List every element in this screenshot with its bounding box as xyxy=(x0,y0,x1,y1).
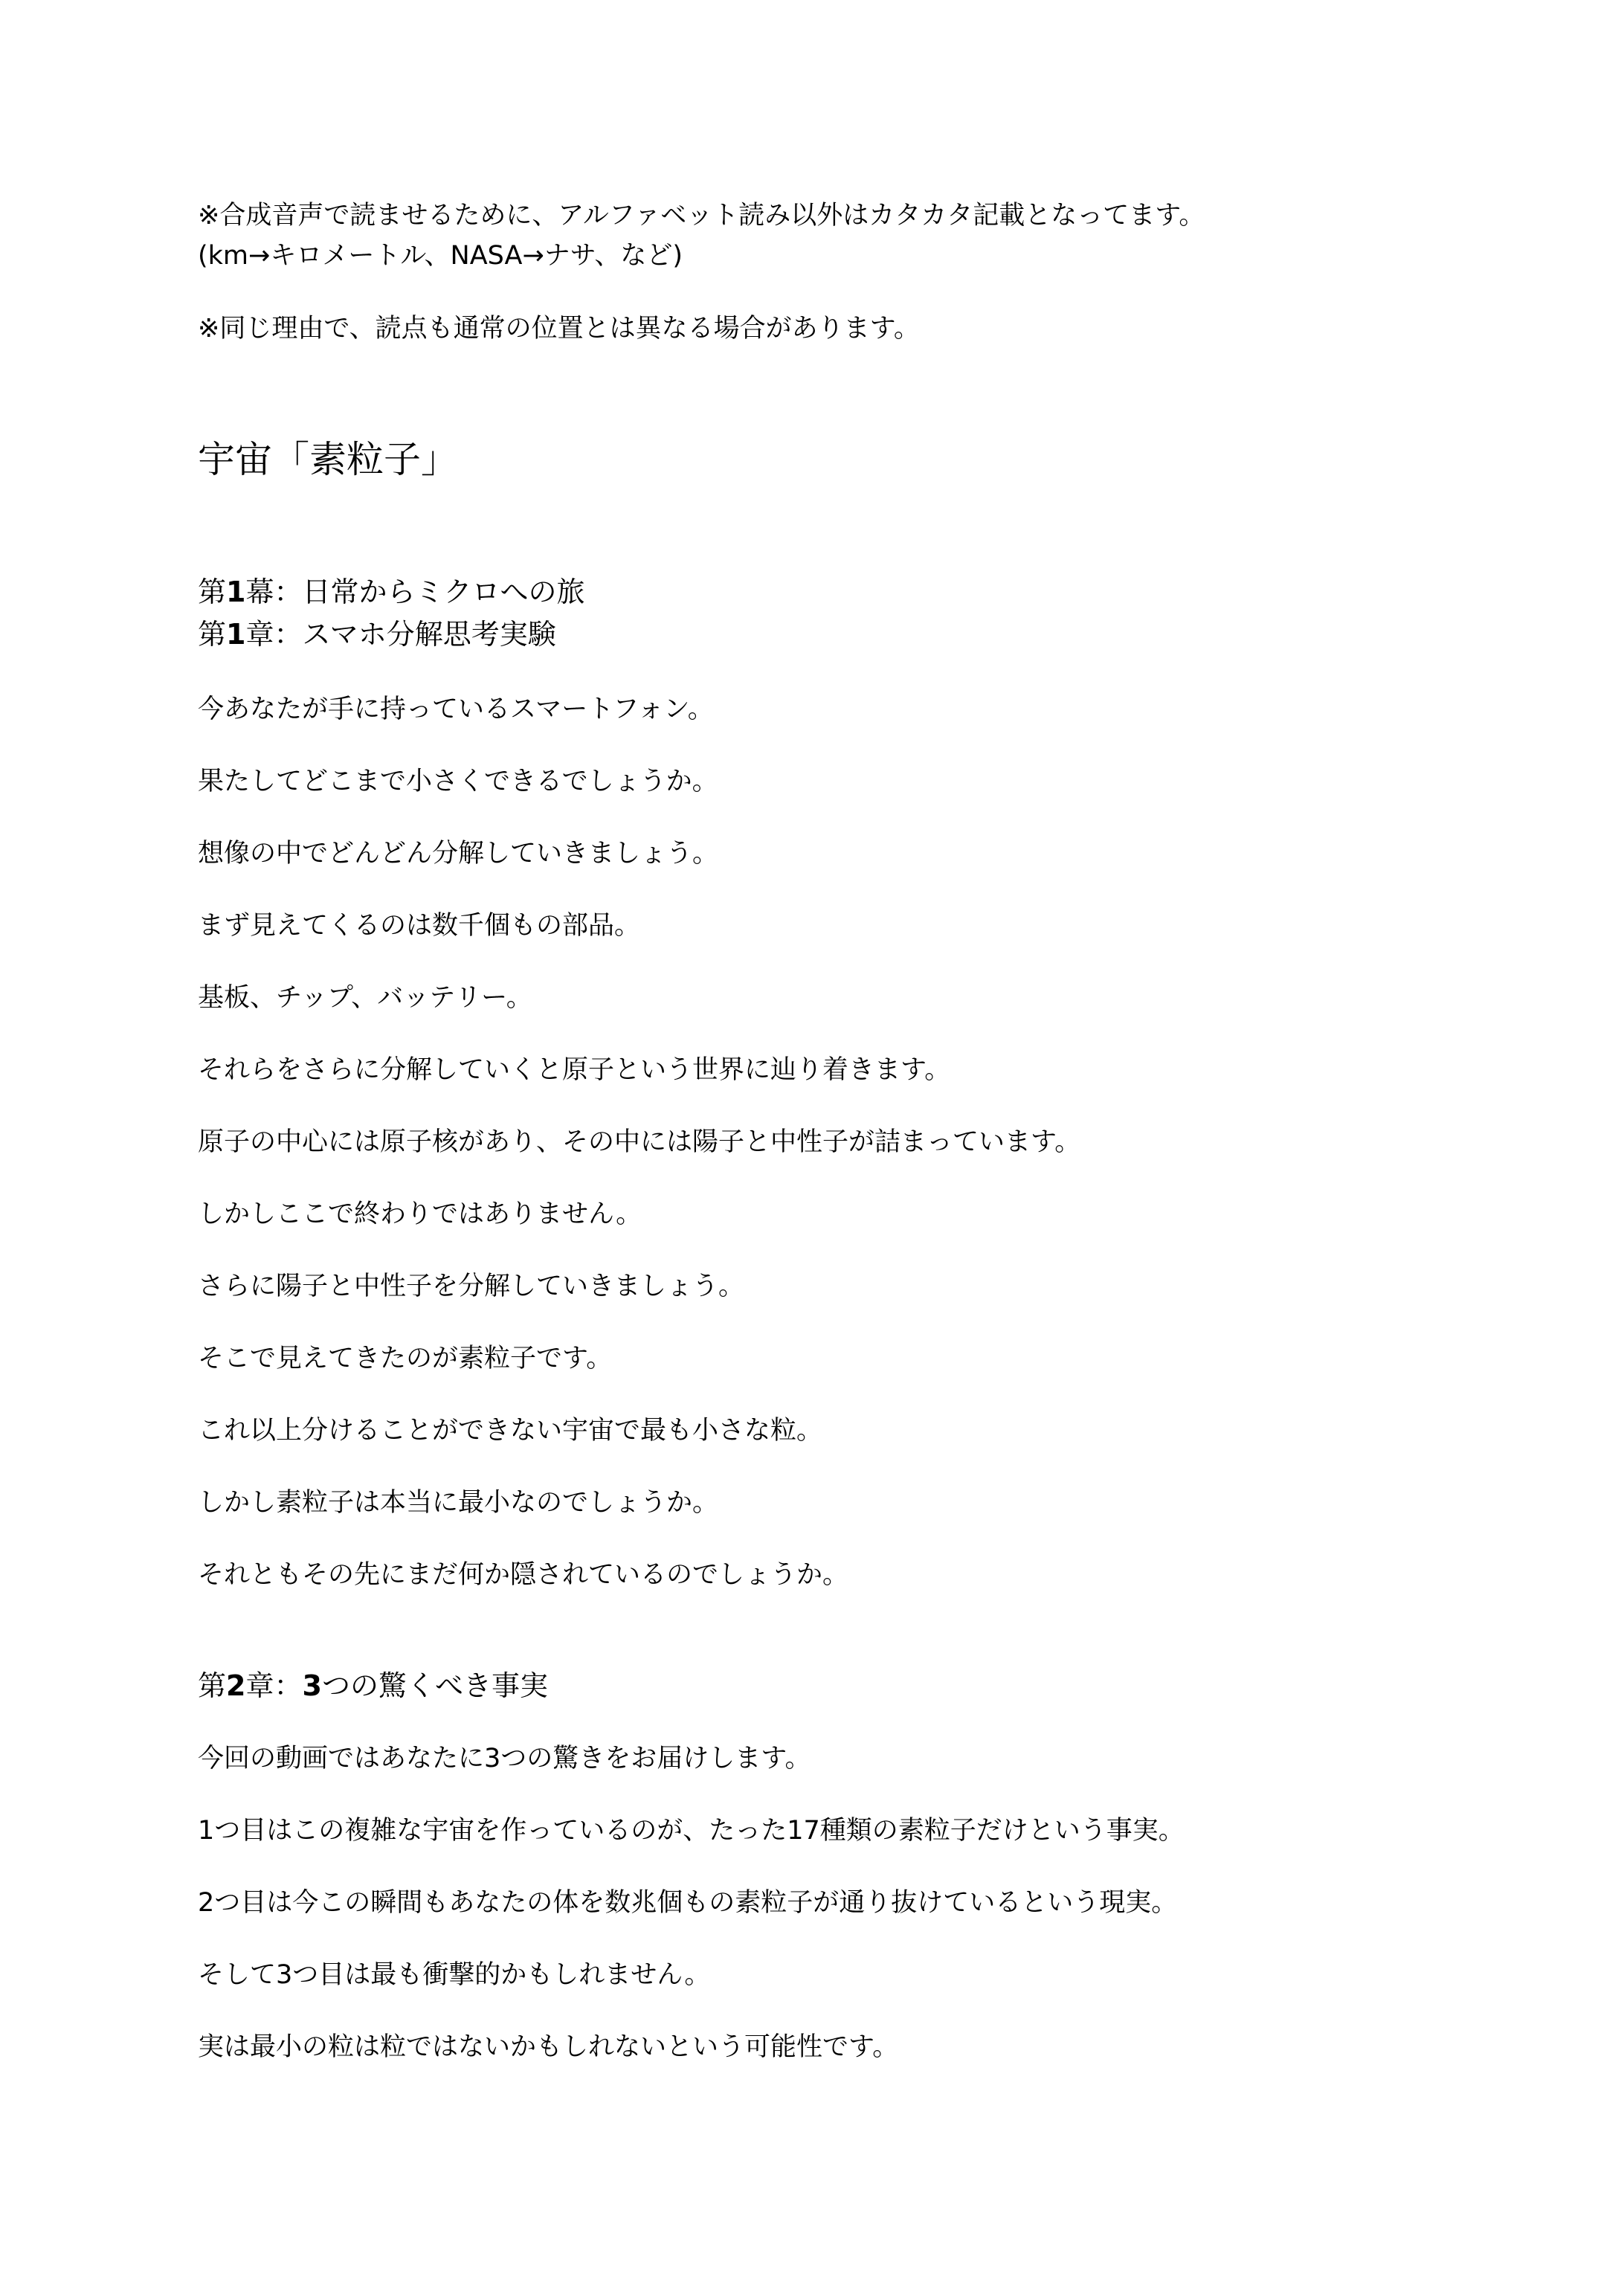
chapter1-paragraph: 果たしてどこまで小さくできるでしょうか。 xyxy=(198,767,718,796)
chapter2-heading-mid: 章： xyxy=(245,1669,303,1702)
chapter1-paragraph: 今あなたが手に持っているスマートフォン。 xyxy=(198,695,714,724)
chapter2-paragraph: そして3つ目は最も衝撃的かもしれません。 xyxy=(198,1960,711,1990)
chapter2-heading-count: 3 xyxy=(302,1669,322,1702)
act1-heading-text: 幕：日常からミクロへの旅 xyxy=(245,576,585,608)
chapter1-paragraph: 想像の中でどんどん分解していきましょう。 xyxy=(198,839,719,869)
chapter1-paragraph: そこで見えてきたのが素粒子です。 xyxy=(198,1344,613,1373)
act1-heading-prefix: 第 xyxy=(198,576,227,608)
chapter2-heading-text: つの驚くべき事実 xyxy=(321,1669,548,1702)
note-punctuation: ※同じ理由で、読点も通常の位置とは異なる場合があります。 xyxy=(198,314,920,344)
chapter2-paragraph: 2つ目は今この瞬間もあなたの体を数兆個もの素粒子が通り抜けているという現実。 xyxy=(198,1888,1178,1918)
chapter1-heading-prefix: 第 xyxy=(198,618,227,651)
chapter1-heading xyxy=(198,617,556,651)
chapter1-paragraph: それらをさらに分解していくと原子という世界に辿り着きます。 xyxy=(198,1055,951,1085)
chapter1-paragraph: それともその先にまだ何か隠されているのでしょうか。 xyxy=(198,1560,849,1590)
chapter1-paragraph: これ以上分けることができない宇宙で最も小さな粒。 xyxy=(198,1416,823,1446)
chapter1-paragraph: しかしここで終わりではありません。 xyxy=(198,1199,642,1229)
chapter1-paragraph: 原子の中心には原子核があり、その中には陽子と中性子が詰まっています。 xyxy=(198,1127,1081,1157)
chapter1-paragraph: 基板、チップ、バッテリー。 xyxy=(198,983,532,1013)
act1-heading xyxy=(198,575,584,609)
chapter1-heading-text: 章：スマホ分解思考実験 xyxy=(245,618,556,651)
chapter1-paragraph: さらに陽子と中性子を分解していきましょう。 xyxy=(198,1272,745,1301)
chapter2-paragraph: 今回の動画ではあなたに3つの驚きをお届けします。 xyxy=(198,1744,811,1773)
note-examples: (km→キロメートル、NASA→ナサ、など) xyxy=(198,241,683,271)
chapter2-heading xyxy=(198,1669,548,1703)
note-synthetic-voice: ※合成音声で読ませるために、アルファベット読み以外はカタカタ記載となってます。 xyxy=(198,201,1205,231)
chapter1-paragraph: まず見えてくるのは数千個もの部品。 xyxy=(198,911,641,941)
chapter2-paragraph: 1つ目はこの複雑な宇宙を作っているのが、たった17種類の素粒子だけという事実。 xyxy=(198,1816,1185,1846)
act1-heading-number: 1 xyxy=(226,576,246,608)
chapter2-heading-prefix: 第 xyxy=(198,1669,227,1702)
chapter1-heading-number: 1 xyxy=(226,618,246,651)
chapter2-paragraph: 実は最小の粒は粒ではないかもしれないという可能性です。 xyxy=(198,2032,899,2062)
document-title: 宇宙「素粒子」 xyxy=(198,438,458,481)
chapter2-heading-number: 2 xyxy=(226,1669,246,1702)
chapter1-paragraph: しかし素粒子は本当に最小なのでしょうか。 xyxy=(198,1488,719,1518)
